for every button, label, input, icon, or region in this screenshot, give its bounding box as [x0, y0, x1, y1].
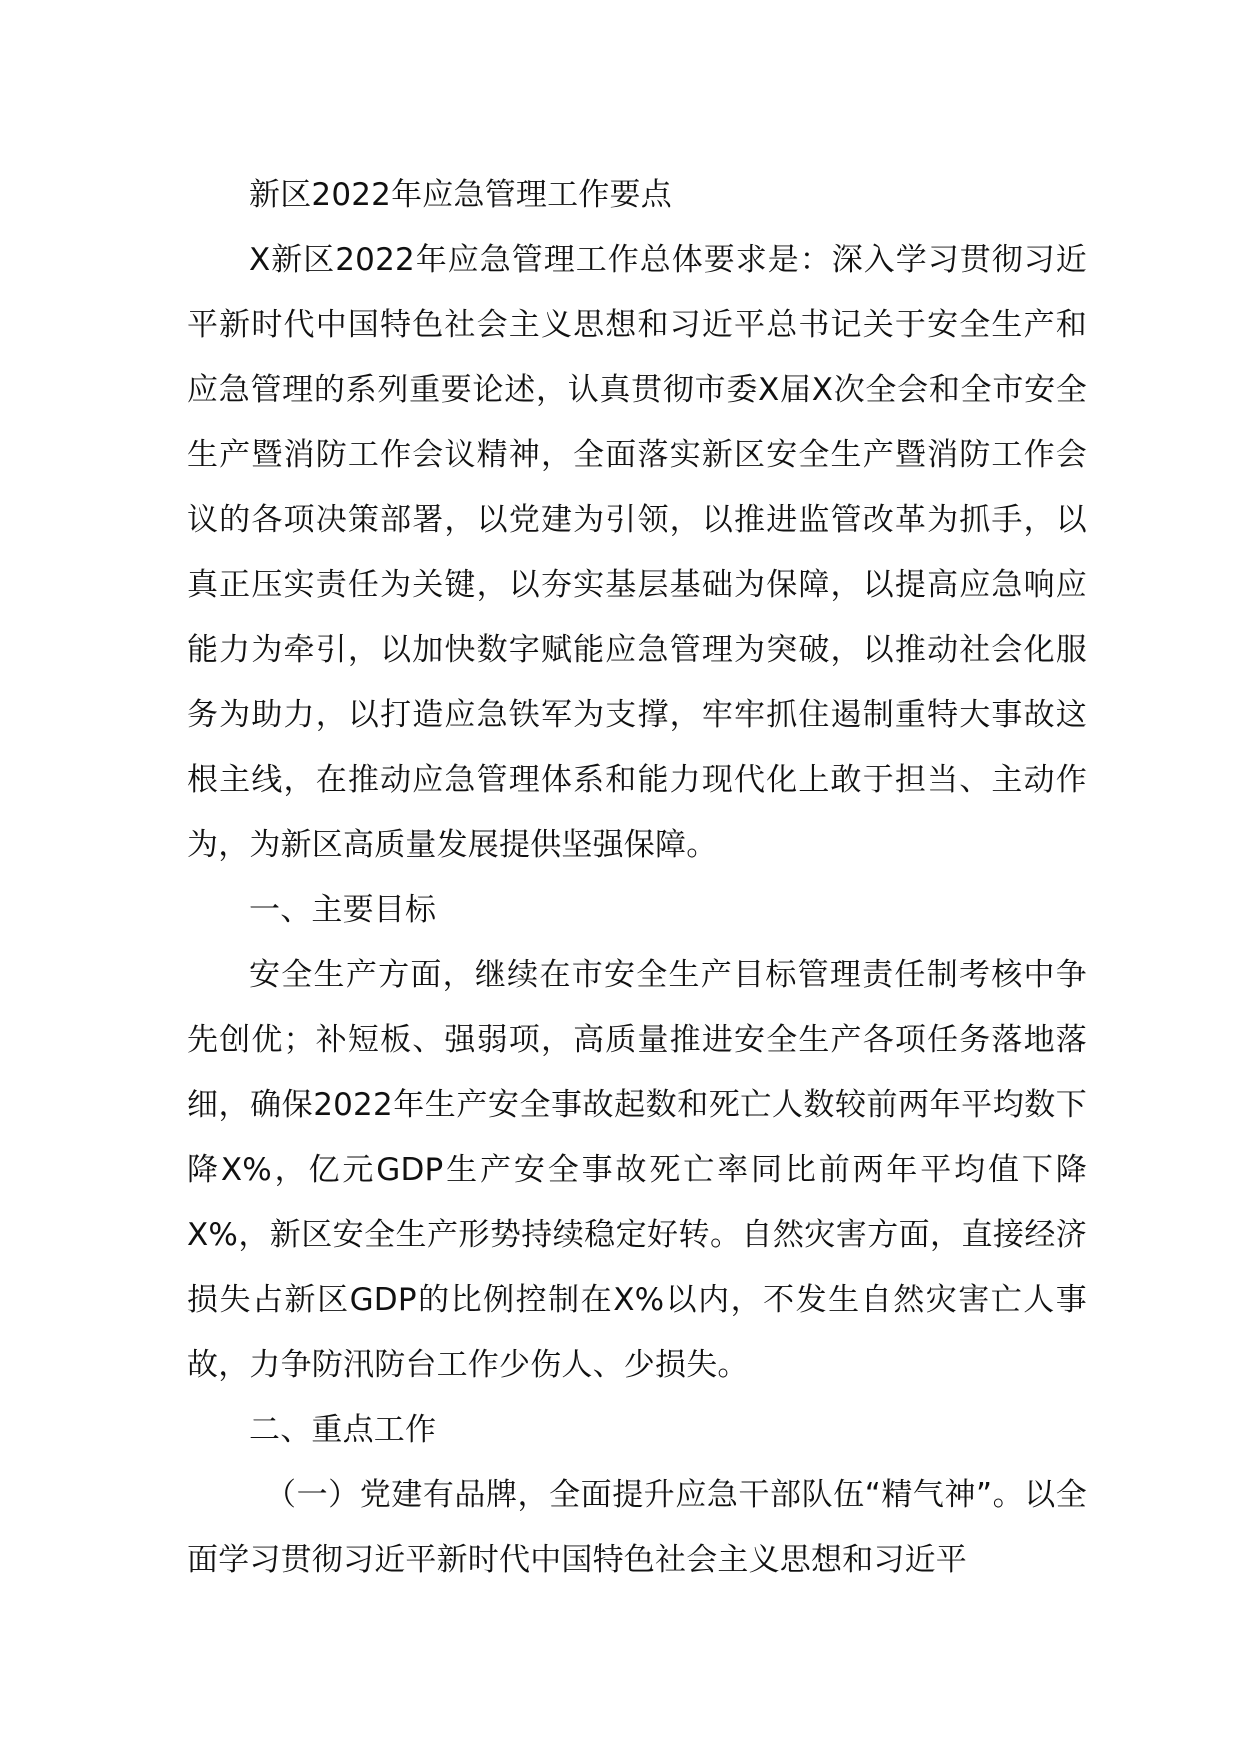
document-body: [187, 163, 1087, 1593]
main-goals-paragraph: 安全生产方面，继续在市安全生产目标管理责任制考核中争先创优；补短板、强弱项，高质量推进安全生产各项任务落地落细，确保2022年生产安全事故起数和死亡人数较前两年平均数下降X%，亿元GDP生产安全事故死亡率同比前两年平均值下降X%，新区安全生产形势持续稳定好转。自然灾害方面，直接经济损失占新区GDP的比例控制在X%以内，不发生自然灾害亡人事故，力争防汛防台工作少伤人、少损失。: [187, 957, 1087, 1383]
section-heading-key-work: 二、重点工作: [249, 1412, 437, 1448]
general-requirements-paragraph: X新区2022年应急管理工作总体要求是：深入学习贯彻习近平新时代中国特色社会主义思想和习近平总书记关于安全生产和应急管理的系列重要论述，认真贯彻市委X届X次全会和全市安全生产暨消防工作会议精神，全面落实新区安全生产暨消防工作会议的各项决策部署，以党建为引领，以推进监管改革为抓手，以真正压实责任为关键，以夯实基层基础为保障，以提高应急响应能力为牵引，以加快数字赋能应急管理为突破，以推动社会化服务为助力，以打造应急铁军为支撑，牢牢抓住遏制重特大事故这根主线，在推动应急管理体系和能力现代化上敢于担当、主动作为，为新区高质量发展提供坚强保障。: [187, 242, 1087, 863]
document-title: 新区2022年应急管理工作要点: [249, 177, 672, 213]
section-heading-main-goals: 一、主要目标: [249, 892, 437, 928]
key-work-item-1-paragraph: （一）党建有品牌，全面提升应急干部队伍“精气神”。以全面学习贯彻习近平新时代中国特色社会主义思想和习近平: [187, 1477, 1087, 1578]
